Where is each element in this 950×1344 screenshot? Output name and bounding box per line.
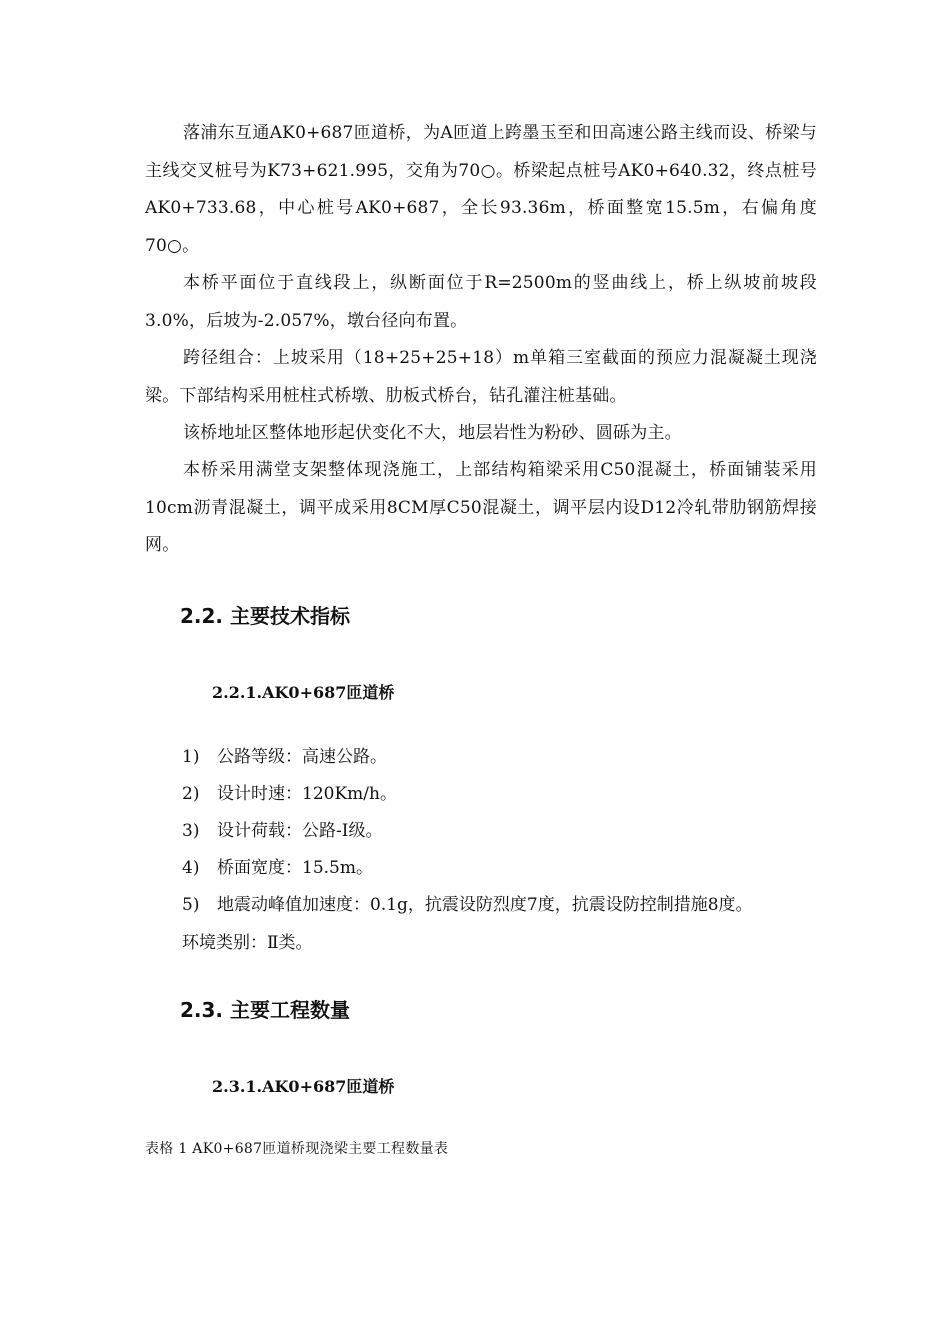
list-item-text: 公路等级：高速公路。 bbox=[217, 747, 387, 767]
list-item bbox=[182, 742, 387, 767]
table-caption: 表格 1 AK0+687匝道桥现浇梁主要工程数量表 bbox=[145, 1141, 449, 1157]
section-heading-quantities: 2.3. 主要工程数量 bbox=[180, 998, 350, 1022]
list-item-number: 2) bbox=[182, 784, 200, 804]
list-item-number: 4) bbox=[182, 858, 200, 878]
paragraph-construction: 本桥采用满堂支架整体现浇施工，上部结构箱梁采用C50混凝土，桥面铺装采用10cm沥青混凝土，调平成采用8CM厚C50混凝土，调平层内设D12冷轧带肋钢筋焊接网。 bbox=[145, 460, 817, 555]
subsection-heading-ak0-687: 2.2.1.AK0+687匝道桥 bbox=[212, 683, 395, 702]
list-item-number: 1) bbox=[182, 747, 200, 767]
list-item bbox=[182, 890, 753, 915]
list-item bbox=[182, 816, 382, 841]
list-item bbox=[182, 779, 397, 804]
subsection-heading-ak0-687-quantities: 2.3.1.AK0+687匝道桥 bbox=[212, 1077, 395, 1096]
environment-category: 环境类别：Ⅱ类。 bbox=[182, 933, 313, 953]
list-item-text: 桥面宽度：15.5m。 bbox=[217, 858, 373, 878]
paragraph-overview: 落浦东互通AK0+687匝道桥，为A匝道上跨墨玉至和田高速公路主线而设、桥梁与主线交叉桩号为K73+621.995，交角为70○。桥梁起点桩号AK0+640.32，终点桩号AK0+733.68，中心桩号AK0+687，全长93.36m，桥面整宽15.5m，右偏角度70○。 bbox=[145, 123, 817, 256]
list-item-number: 5) bbox=[182, 895, 200, 915]
paragraph-geology: 该桥地址区整体地形起伏变化不大，地层岩性为粉砂、圆砾为主。 bbox=[183, 423, 682, 443]
list-item-text: 设计荷载：公路-I级。 bbox=[217, 821, 383, 841]
section-heading-technical-indicators: 2.2. 主要技术指标 bbox=[180, 604, 350, 628]
list-item bbox=[182, 853, 373, 878]
list-item-number: 3) bbox=[182, 821, 200, 841]
list-item-text: 设计时速：120Km/h。 bbox=[217, 784, 397, 804]
paragraph-span: 跨径组合：上坡采用（18+25+25+18）m单箱三室截面的预应力混凝凝土现浇梁。下部结构采用桩柱式桥墩、肋板式桥台，钻孔灌注桩基础。 bbox=[145, 348, 817, 406]
list-item-text: 地震动峰值加速度：0.1g，抗震设防烈度7度，抗震设防控制措施8度。 bbox=[217, 895, 753, 915]
paragraph-alignment: 本桥平面位于直线段上，纵断面位于R=2500m的竖曲线上，桥上纵坡前坡段3.0%，后坡为-2.057%，墩台径向布置。 bbox=[145, 273, 817, 331]
